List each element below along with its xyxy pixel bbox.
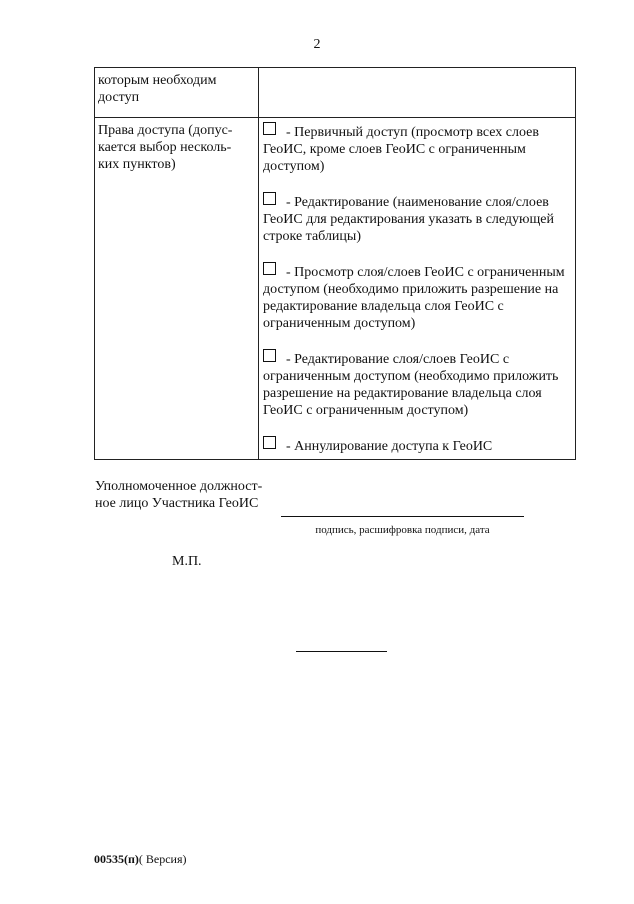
option-view-restricted[interactable] xyxy=(263,262,571,332)
access-table xyxy=(94,67,576,460)
checkbox-cancel-access[interactable] xyxy=(263,436,276,449)
option-edit-restricted[interactable] xyxy=(263,349,571,419)
divider-line xyxy=(296,651,387,652)
checkbox-view-restricted[interactable] xyxy=(263,262,276,275)
option-primary-access[interactable] xyxy=(263,122,571,175)
option-label: - Первичный доступ (просмотр всех слоев ГеоИС, кроме слоев ГеоИС с ограниченным доступом) xyxy=(263,125,539,174)
page-number: 2 xyxy=(313,37,321,52)
option-label: - Аннулирование доступа к ГеоИС xyxy=(286,439,493,454)
option-cancel-access[interactable] xyxy=(263,436,571,455)
row1-left-cell: которым необходим доступ xyxy=(95,68,259,118)
table-row xyxy=(95,118,576,460)
signature-line[interactable] xyxy=(281,516,524,517)
checkbox-primary-access[interactable] xyxy=(263,122,276,135)
stamp-place: М.П. xyxy=(172,554,202,569)
option-label: - Редактирование слоя/слоев ГеоИС с ограниченным доступом (необходимо приложить разрешение на редактирование владельца слоя ГеоИС с ограниченным доступом) xyxy=(263,352,559,418)
access-rights-text: Права доступа (допус- кается выбор несколь- ких пунктов) xyxy=(98,123,233,172)
table-row xyxy=(95,68,576,118)
signature-caption: подпись, расшифровка подписи, дата xyxy=(315,524,490,536)
row1-right-cell[interactable] xyxy=(259,68,576,118)
option-label: - Редактирование (наименование слоя/слоев ГеоИС для редактирования указать в следующей строке таблицы) xyxy=(263,195,554,244)
document-code: 00535(п) xyxy=(94,852,139,866)
access-options-cell xyxy=(259,118,576,460)
document-version: ( Версия) xyxy=(138,852,187,866)
authorized-person-label: Уполномоченное должност- ное лицо Участника ГеоИС xyxy=(95,479,263,511)
checkbox-editing[interactable] xyxy=(263,192,276,205)
option-label: - Просмотр слоя/слоев ГеоИС с ограниченным доступом (необходимо приложить разрешение на редактирование владельца слоя ГеоИС с ограниченным доступом) xyxy=(263,265,565,331)
document-footer xyxy=(94,852,187,867)
checkbox-edit-restricted[interactable] xyxy=(263,349,276,362)
access-rights-label xyxy=(95,118,259,460)
option-editing[interactable] xyxy=(263,192,571,245)
